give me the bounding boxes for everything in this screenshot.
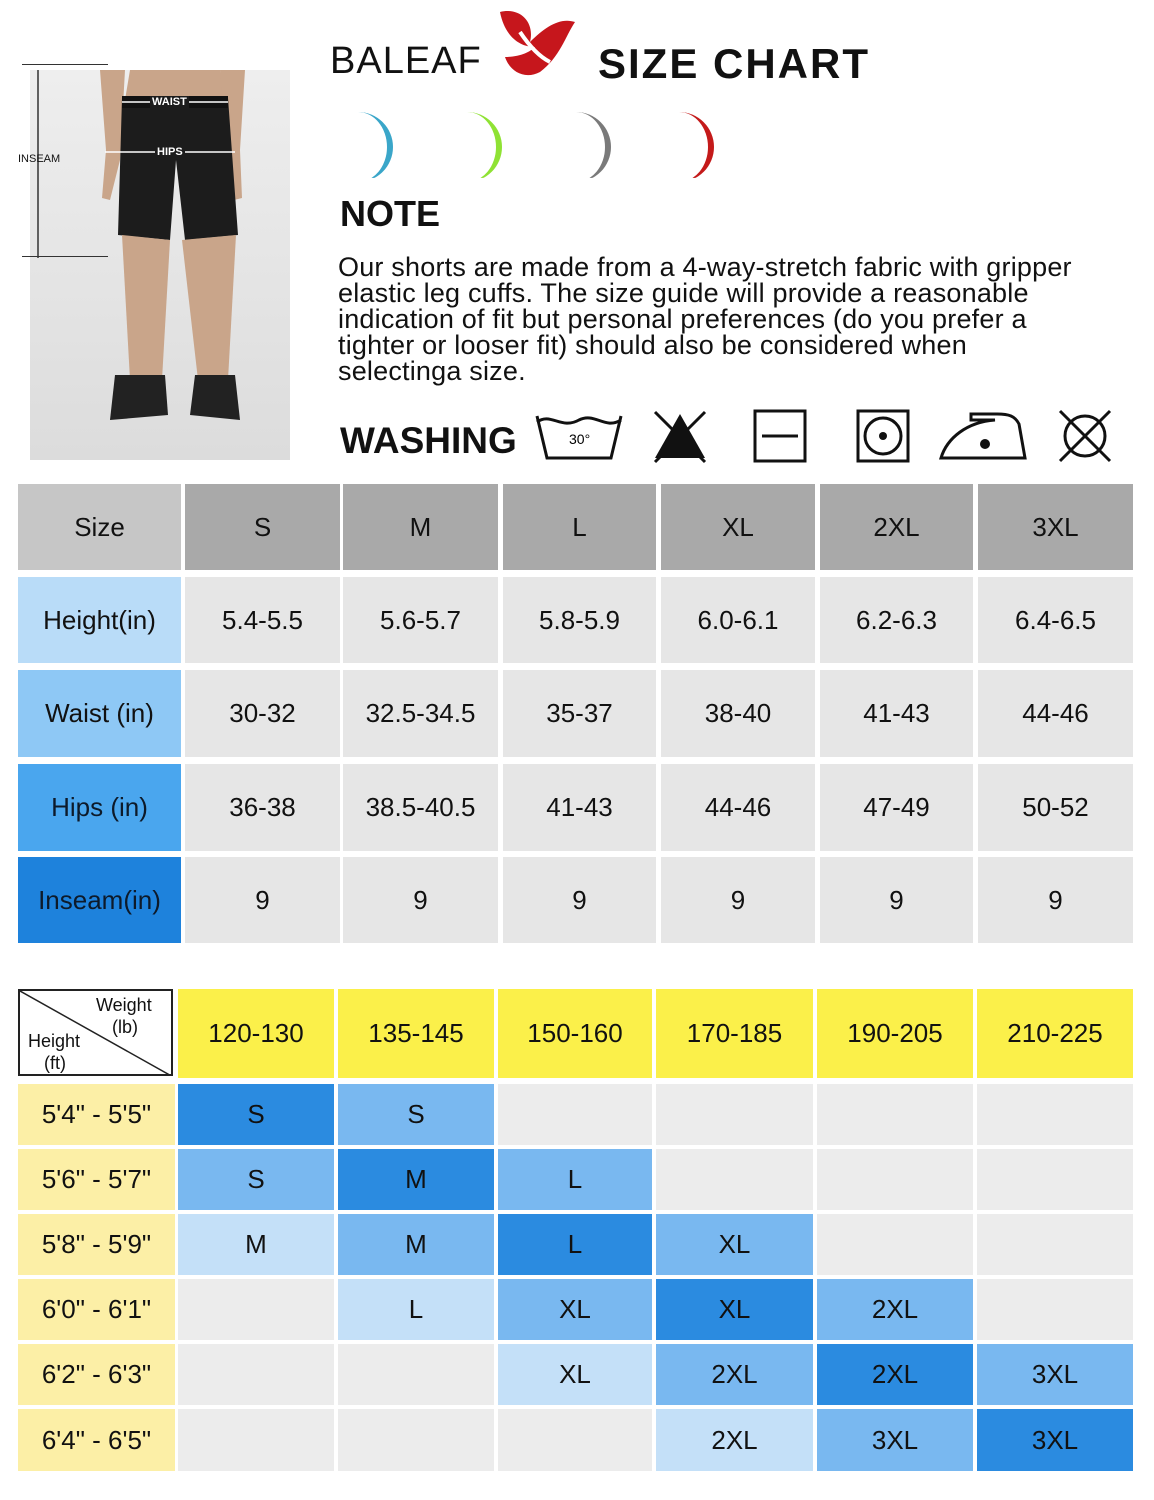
fit-corner-corner-bottom-unit: (ft): [44, 1053, 66, 1073]
waist-label: WAIST: [152, 96, 187, 108]
fit-size-cell: [977, 1214, 1133, 1275]
height-row-label: 5'8" - 5'9": [18, 1214, 175, 1275]
shorts-model-illustration: [30, 70, 290, 460]
page-title: SIZE CHART: [598, 40, 870, 87]
weight-column-header: 190-205: [817, 989, 973, 1078]
fit-size-cell: [498, 1084, 652, 1145]
measurement-cell: 36-38: [185, 764, 340, 851]
measurement-cell: 44-46: [978, 670, 1133, 757]
measurement-cell: 5.4-5.5: [185, 577, 340, 663]
fit-size-cell: 3XL: [977, 1409, 1133, 1471]
hips-label: HIPS: [157, 146, 183, 158]
fit-size-cell: 3XL: [977, 1344, 1133, 1405]
height-row-label: 5'6" - 5'7": [18, 1149, 175, 1210]
fit-size-cell: [817, 1214, 973, 1275]
weight-column-header: 170-185: [656, 989, 813, 1078]
color-swatch-gray[interactable]: [982, 108, 1052, 178]
size-column-header: 2XL: [820, 484, 973, 570]
fit-size-cell: 2XL: [656, 1409, 813, 1471]
size-column-header: L: [503, 484, 656, 570]
measurement-cell: 9: [503, 857, 656, 943]
measurement-cell: 5.8-5.9: [503, 577, 656, 663]
fit-size-cell: XL: [498, 1344, 652, 1405]
color-swatch-gray-stripe[interactable]: [555, 108, 625, 178]
color-swatch-teal-stripe[interactable]: [337, 108, 407, 178]
color-swatch-red-stripe[interactable]: [658, 108, 728, 178]
measurement-cell: 38.5-40.5: [343, 764, 498, 851]
fit-size-cell: [817, 1084, 973, 1145]
fit-size-cell: 3XL: [817, 1409, 973, 1471]
fit-size-cell: S: [178, 1149, 334, 1210]
fit-corner-corner-top-unit: (lb): [112, 1017, 138, 1037]
fit-size-cell: [338, 1344, 494, 1405]
product-photo: [30, 70, 290, 460]
no-bleach-icon: [651, 408, 709, 469]
measurement-row-label: Hips (in): [18, 764, 181, 851]
measurement-row-label: Waist (in): [18, 670, 181, 757]
height-row-label: 6'4" - 6'5": [18, 1409, 175, 1471]
fit-size-cell: [977, 1084, 1133, 1145]
fit-size-cell: XL: [498, 1279, 652, 1340]
measurement-cell: 9: [343, 857, 498, 943]
fit-size-cell: [178, 1409, 334, 1471]
fit-size-cell: L: [338, 1279, 494, 1340]
fit-size-cell: S: [338, 1084, 494, 1145]
fit-size-cell: [977, 1149, 1133, 1210]
fit-size-cell: L: [498, 1149, 652, 1210]
height-row-label: 5'4" - 5'5": [18, 1084, 175, 1145]
measurement-cell: 9: [661, 857, 815, 943]
measurement-cell: 6.2-6.3: [820, 577, 973, 663]
leaf-logo-icon: [490, 2, 580, 82]
measurement-cell: 6.0-6.1: [661, 577, 815, 663]
fit-size-cell: [338, 1409, 494, 1471]
fit-table-corner: [18, 989, 173, 1076]
fit-size-cell: 2XL: [656, 1344, 813, 1405]
color-swatch-green-stripe[interactable]: [446, 108, 516, 178]
svg-text:30°: 30°: [569, 431, 591, 447]
height-row-label: 6'2" - 6'3": [18, 1344, 175, 1405]
inseam-bottom-line: [22, 256, 108, 257]
fit-size-cell: M: [178, 1214, 334, 1275]
fit-size-cell: 2XL: [817, 1279, 973, 1340]
measurement-cell: 6.4-6.5: [978, 577, 1133, 663]
measurement-cell: 41-43: [503, 764, 656, 851]
measurement-cell: 9: [185, 857, 340, 943]
measurement-cell: 47-49: [820, 764, 973, 851]
fit-corner-corner-top: Weight: [96, 995, 152, 1015]
weight-column-header: 120-130: [178, 989, 334, 1078]
measurement-cell: 38-40: [661, 670, 815, 757]
size-header-corner: Size: [18, 484, 181, 570]
measurement-cell: 41-43: [820, 670, 973, 757]
color-swatch-black[interactable]: [766, 108, 836, 178]
measurement-cell: 9: [820, 857, 973, 943]
fit-size-cell: [656, 1084, 813, 1145]
washing-heading: WASHING: [340, 420, 517, 461]
measurement-row-label: Inseam(in): [18, 857, 181, 943]
note-heading: NOTE: [340, 193, 441, 234]
measurement-row-label: Height(in): [18, 577, 181, 663]
fit-size-cell: [656, 1149, 813, 1210]
do-not-tumble-dry-icon: [1057, 408, 1113, 469]
fit-size-cell: [178, 1344, 334, 1405]
fit-size-cell: M: [338, 1214, 494, 1275]
weight-column-header: 135-145: [338, 989, 494, 1078]
measurement-cell: 44-46: [661, 764, 815, 851]
height-row-label: 6'0" - 6'1": [18, 1279, 175, 1340]
brand-logo: BALEAF: [330, 40, 482, 82]
wash-30-icon: [533, 408, 625, 469]
measurement-cell: 5.6-5.7: [343, 577, 498, 663]
fit-size-cell: [498, 1409, 652, 1471]
fit-size-cell: [977, 1279, 1133, 1340]
fit-size-cell: XL: [656, 1214, 813, 1275]
note-text: Our shorts are made from a 4-way-stretch fabric with gripper elastic leg cuffs. The size guide will provide a reasonable indication of fit but personal preferences (do you prefer a tighter or looser fit) should also be considered when selectinga size.: [338, 252, 1072, 386]
fit-size-cell: L: [498, 1214, 652, 1275]
dry-clean-icon: [855, 408, 911, 469]
measurement-cell: 35-37: [503, 670, 656, 757]
weight-column-header: 150-160: [498, 989, 652, 1078]
size-column-header: M: [343, 484, 498, 570]
weight-column-header: 210-225: [977, 989, 1133, 1078]
fit-size-cell: 2XL: [817, 1344, 973, 1405]
fit-size-cell: [178, 1279, 334, 1340]
fit-size-cell: XL: [656, 1279, 813, 1340]
color-swatch-navy[interactable]: [874, 108, 944, 178]
fit-size-cell: [817, 1149, 973, 1210]
measurement-cell: 9: [978, 857, 1133, 943]
iron-medium-icon: [937, 408, 1029, 469]
tumble-dry-icon: [752, 408, 808, 469]
size-column-header: S: [185, 484, 340, 570]
inseam-top-line: [22, 64, 108, 65]
fit-size-cell: M: [338, 1149, 494, 1210]
measurement-cell: 32.5-34.5: [343, 670, 498, 757]
fit-corner-corner-bottom: Height: [28, 1031, 81, 1051]
size-column-header: 3XL: [978, 484, 1133, 570]
inseam-label: INSEAM: [18, 153, 61, 165]
measurement-cell: 30-32: [185, 670, 340, 757]
measurement-cell: 50-52: [978, 764, 1133, 851]
size-column-header: XL: [661, 484, 815, 570]
fit-size-cell: S: [178, 1084, 334, 1145]
